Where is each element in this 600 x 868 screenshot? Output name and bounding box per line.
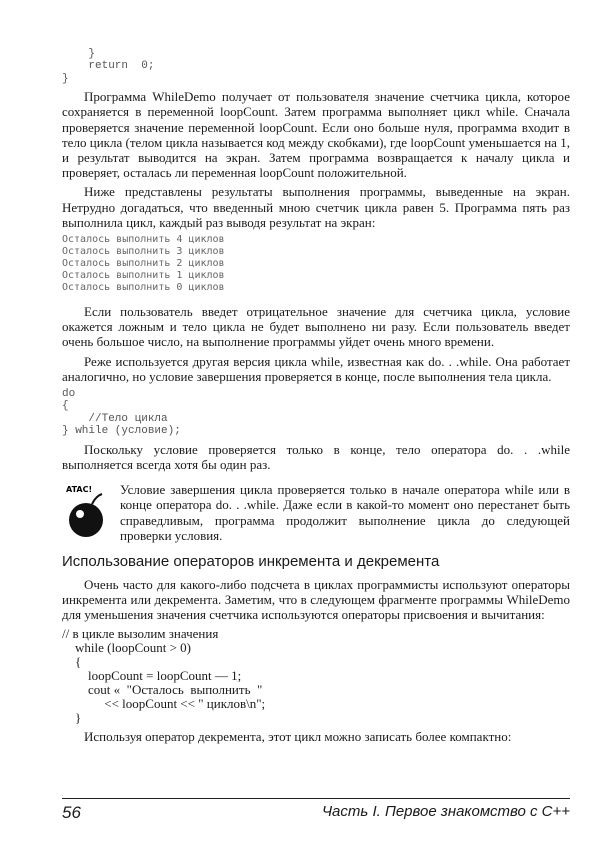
paragraph-2: Ниже представлены результаты выполнения программы, выведенные на экран. Нетрудно догадаться, что введенный мною счетчик цикла равен 5. Программа пять раз выполнила цикл, каждый раз выводя результат на экран: [62,184,570,230]
code-line: //Тело цикла [62,412,168,425]
program-output [62,234,570,294]
code-line: // в цикле вызолим значения [62,625,219,641]
output-line: Осталось выполнить 2 циклов [62,258,225,270]
paragraph-3: Если пользователь введет отрицательное значение для счетчика цикла, условие окажется ложным и тело цикла не будет выполнено ни разу. Если пользователь введет очень большое число, на выполнение программы уйдет очень много времени. [62,304,570,350]
output-line: Осталось выполнить 3 циклов [62,246,225,258]
code-line: { [62,653,82,669]
code-block-1 [62,48,570,85]
code-line: } [62,48,96,60]
paragraph-4: Реже используется другая версия цикла while, известная как do. . .while. Она работает аналогично, но условие завершения проверяется в конце, после выполнения тела цикла. [62,353,570,384]
paragraph-5: Поскольку условие проверяется только в конце, тело оператора do. . .while выполняется всегда хотя бы один раз. [62,441,570,472]
page-number: 56 [62,803,81,822]
warning-note [62,482,570,543]
code-line: return 0; [62,60,155,73]
code-line: { [62,400,69,413]
code-line: do [62,388,76,401]
paragraph-1: Программа WhileDemo получает от пользователя значение счетчика цикла, которое сохраняется в переменной loopCount. Затем программа выполняет цикл while. Сначала проверяется значение переменной loopCount. Если оно больше нуля, программа входит в тело цикла (телом цикла называется код между скобками), где loopCount уменьшается на 1, и результат выводится на экран. Затем программа возвращается к началу цикла и проверяет, осталась ли переменная loopCount положительной. [62,89,570,181]
note-text: Условие завершения цикла проверяется только в начале оператора while или в конце оператора do. . .while. Даже если в какой-то момент оно перестанет быть справедливым, программа продолжит выполнение цикла до следующей проверки условия. [120,482,570,543]
paragraph-6: Очень часто для какого-либо подсчета в циклах программисты используют операторы инкремента или декремента. Заметим, что в следующем фрагменте программы WhileDemo для уменьшения значения счетчика используются операторы присвоения и вычитания: [62,576,570,623]
code-line: while (loopCount > 0) [62,639,192,655]
output-line: Осталось выполнить 4 циклов [62,234,225,246]
part-title: Часть I. Первое знакомство с С++ [321,803,570,820]
section-heading: Использование операторов инкремента и декремента [62,552,440,570]
code-line: } while (условие); [62,425,181,438]
code-block-2 [62,388,570,438]
paragraph-7: Используя оператор декремента, этот цикл можно записать более компактно: [84,728,512,744]
page-body [62,48,570,744]
code-line: cout « "Осталось выполнить " [62,681,263,697]
code-line: << loopCount << " циклов\n"; [62,695,266,711]
code-line: } [62,72,69,85]
output-line: Осталось выполнить 1 циклов [62,270,225,282]
code-line: loopCount = loopCount — 1; [62,667,242,683]
code-line: } [62,709,82,725]
page-footer [62,798,570,822]
code-block-3 [62,627,570,725]
bomb-label: ATAC! [66,485,93,495]
bomb-icon [62,482,114,542]
output-line: Осталось выполнить 0 циклов [62,282,225,294]
